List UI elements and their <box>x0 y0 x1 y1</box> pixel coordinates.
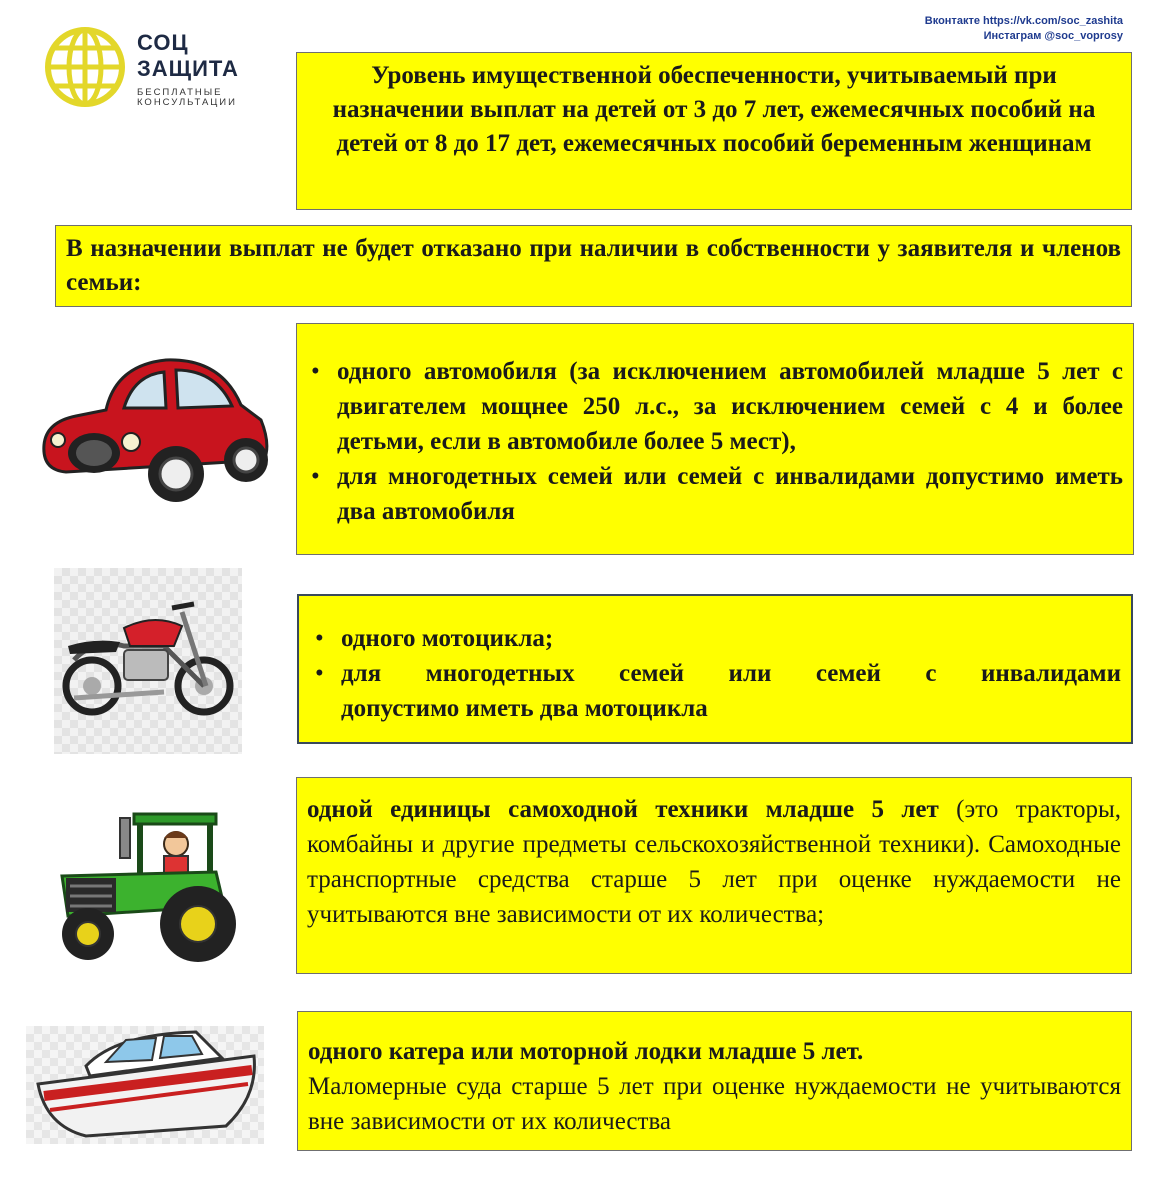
car-bullet-1: • одного автомобиля (за исключением автомобилей младше 5 лет с двигателем мощнее 250 л.с., за исключением семей с 4 и более детьми, если в автомобиле более 5 мест), <box>303 354 1123 459</box>
tractor-text-rest: (это тракторы, комбайны и другие предметы сельскохозяйственной техники). Самоходные транспортные средства старше 5 лет при оценке нуждаемости не учитываются вне зависимости от их количества; <box>307 796 1122 928</box>
tractor-text <box>297 778 1131 932</box>
brand-line1: СОЦ <box>137 30 189 55</box>
brand-sub1: БЕСПЛАТНЫЕ <box>137 87 223 98</box>
motorcycle-bullet-2: • для многодетных семей или семей с инвалидами <box>307 656 1121 691</box>
page-title: Уровень имущественной обеспеченности, учитываемый при назначении выплат на детей от 3 до 7 лет, ежемесячных пособий на детей от 8 до 17 дет, ежемесячных пособий беременным женщинам <box>332 62 1096 157</box>
brand-line2: ЗАЩИТА <box>137 56 239 81</box>
boat-image-bg <box>26 1026 264 1144</box>
boat-text-rest: Маломерные суда старше 5 лет при оценке нуждаемости не учитываются вне зависимости от их количества <box>308 1073 1121 1135</box>
tractor-text-bold: одной единицы самоходной техники младше 5 лет <box>307 796 939 823</box>
car-bullet-2: • для многодетных семей или семей с инвалидами допустимо иметь два автомобиля <box>303 459 1123 529</box>
boat-text <box>298 1012 1131 1139</box>
motorcycle-icon <box>54 568 242 754</box>
intro-text: В назначении выплат не будет отказано при наличии в собственности у заявителя и членов семьи: <box>66 235 1121 296</box>
globe-logo-icon <box>44 26 126 108</box>
vk-link[interactable]: Вконтакте https://vk.com/soc_zashita <box>924 15 1123 27</box>
brand-logo-text <box>137 30 239 108</box>
motorcycle-box <box>297 594 1133 744</box>
motorcycle-bullet-2-cont: допустимо иметь два мотоцикла <box>341 695 708 722</box>
social-links <box>925 14 1123 44</box>
car-icon <box>36 350 272 516</box>
car-box <box>296 323 1134 555</box>
title-box <box>296 52 1132 210</box>
instagram-link[interactable]: Инстаграм @soc_voprosy <box>983 30 1123 42</box>
intro-box <box>55 225 1132 307</box>
brand-sub2: КОНСУЛЬТАЦИИ <box>137 97 237 108</box>
boat-icon <box>26 1026 264 1144</box>
tractor-box <box>296 777 1132 974</box>
boat-box <box>297 1011 1132 1151</box>
motorcycle-image-bg <box>54 568 242 754</box>
motorcycle-bullet-1: • одного мотоцикла; <box>307 621 1121 656</box>
boat-text-bold: одного катера или моторной лодки младше 5 лет. <box>308 1038 864 1065</box>
tractor-icon <box>48 806 244 968</box>
